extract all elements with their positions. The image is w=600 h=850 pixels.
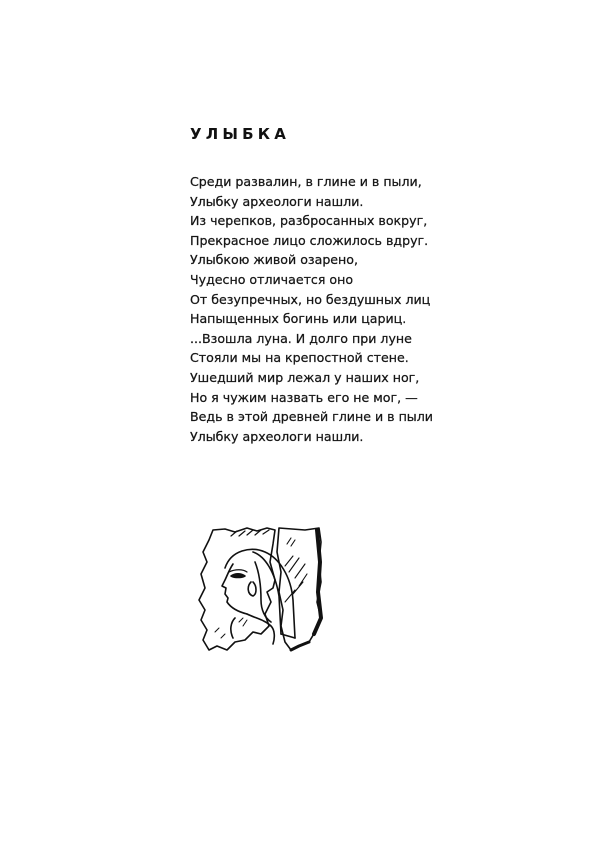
poem-line: Из черепков, разбросанных вокруг, [190, 213, 428, 229]
poem-line: Ведь в этой древней глине и в пыли [190, 409, 433, 425]
poem-title: УЛЫБКА [190, 125, 291, 143]
poem-line: Среди развалин, в глине и в пыли, [190, 174, 422, 189]
poem-line: Улыбку археологи нашли. [190, 428, 364, 444]
poem-line: Чудесно отличается оно [190, 271, 354, 287]
poem-line: Улыбку археологи нашли. [190, 193, 364, 209]
poem-line: Улыбкою живой озарено, [190, 252, 358, 268]
poem-body [190, 172, 433, 446]
poem-line: Прекрасное лицо сложилось вдруг. [190, 232, 429, 248]
poem-line: От безупречных, но бездушных лиц [190, 291, 431, 307]
poem-line: Но я чужим назвать его не мог, — [190, 389, 418, 405]
poem-line: Стояли мы на крепостной стене. [190, 350, 409, 366]
poem-line: ...Взошла луна. И долго при луне [190, 330, 412, 346]
poem-line: Напыщенных богинь или цариц. [190, 311, 407, 327]
fresco-fragment-illustration [195, 522, 325, 667]
poem-line: Ушедший мир лежал у наших ног, [190, 369, 420, 385]
